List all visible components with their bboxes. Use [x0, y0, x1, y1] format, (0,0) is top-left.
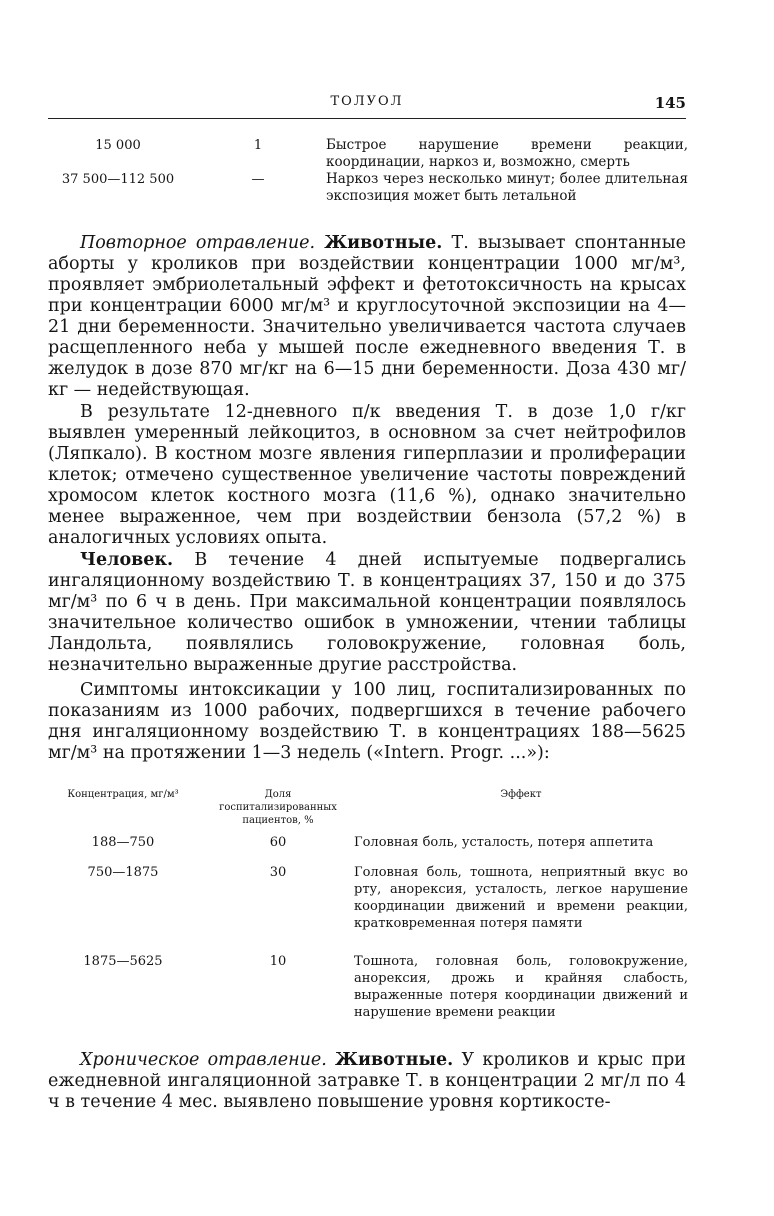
table-row [48, 834, 688, 864]
table-header-row [48, 788, 688, 834]
paragraph-text: В течение 4 дней испытуемые подвергались ингаляционному воздействию Т. в концентрациях 37, 150 и до 375 мг/м³ по 6 ч в день. При максимальной концентрации появлялось значительное количество ошибок в умножении, чтении таблицы Ландольта, появлялись головокружение, головная боль, незначительно выраженные другие расстройства. [48, 550, 686, 675]
effect-cell: Головная боль, усталость, потеря аппетита [354, 835, 654, 850]
concentration-cell: 750—1875 [87, 865, 159, 880]
share-cell: — [251, 172, 265, 187]
subject-heading: Человек. [80, 550, 174, 570]
toxicity-table-continuation [48, 137, 688, 205]
concentration-cell: 188—750 [91, 835, 155, 850]
paragraph-text: У кроликов и крыс при ежедневной ингаляционной затравке Т. в концентрации 2 мг/л по 4 ч в течение 4 мес. выявлено повышение уровня кортикосте- [48, 1050, 686, 1112]
subject-heading: Животные. [324, 233, 443, 253]
paragraph-symptoms [48, 680, 686, 764]
page-number: 145 [654, 94, 686, 112]
paragraph-text: Симптомы интоксикации у 100 лиц, госпитализированных по показаниям из 1000 рабочих, подвергшихся в течение рабочего дня ингаляционному воздействию Т. в концентрациях 188—5625 мг/м³ на протяжении 1—3 недель («Intern. Progr. ...»): [48, 680, 686, 763]
running-head [48, 94, 686, 119]
share-cell: 1 [253, 138, 263, 153]
running-title: ТОЛУОЛ [330, 94, 404, 109]
concentration-header: Концентрация, мг/м³ [67, 789, 179, 800]
effect-cell: Наркоз через несколько минут; более длительная экспозиция может быть летальной [326, 171, 688, 204]
effect-cell: Быстрое нарушение времени реакции, координации, наркоз и, возможно, смерть [326, 137, 688, 170]
section-heading: Хроническое отравление. [80, 1050, 327, 1070]
concentration-cell: 1875—5625 [83, 954, 163, 969]
symptoms-table [48, 788, 688, 1023]
effect-cell: Головная боль, тошнота, неприятный вкус во рту, анорексия, усталость, легкое нарушение координации движений и времени реакции, кратковременная потеря памяти [354, 865, 688, 931]
paragraph-chronic-poisoning [48, 1050, 686, 1113]
paragraph-repeated-poisoning [48, 233, 686, 401]
paragraph-text: В результате 12-дневного п/к введения Т. в дозе 1,0 г/кг выявлен умеренный лейкоцитоз, в основном за счет нейтрофилов (Ляпкало). В костном мозге явления гиперплазии и пролиферации клеток; отмечено существенное увеличение частоты повреждений хромосом клеток костного мозга (11,6 %), однако значительно менее выраженное, чем при воздействии бензола (57,2 %) в аналогичных условиях опыта. [48, 402, 686, 548]
table-row [48, 171, 688, 205]
share-cell: 10 [269, 954, 287, 969]
effect-cell: Тошнота, головная боль, головокружение, анорексия, дрожь и крайняя слабость, выраженные потеря координации движений и нарушение времени реакции [354, 954, 688, 1020]
section-heading: Повторное отравление. [80, 233, 316, 253]
share-cell: 30 [269, 865, 287, 880]
share-header: Доля госпитализированных пациентов, % [219, 789, 337, 826]
table-row [48, 137, 688, 171]
concentration-cell: 15 000 [95, 138, 141, 153]
table-row [48, 864, 688, 953]
paragraph-text: Т. вызывает спонтанные аборты у кроликов при воздействии концентрации 1000 мг/м³, проявляет эмбриолетальный эффект и фетотоксичность на крысах при концентрации 6000 мг/м³ и круглосуточной экспозиции на 4—21 дни беременности. Значительно увеличивается частота случаев расщепленного неба у мышей после ежедневного введения Т. в желудок в дозе 870 мг/кг на 6—15 дни беременности. Доза 430 мг/кг — недействующая. [48, 233, 686, 400]
effect-header: Эффект [500, 789, 542, 800]
share-cell: 60 [269, 835, 287, 850]
paragraph-leukocytosis [48, 402, 686, 549]
subject-heading: Животные. [335, 1050, 454, 1070]
concentration-cell: 37 500—112 500 [61, 172, 175, 187]
table-row [48, 953, 688, 1023]
paragraph-human-exposure [48, 550, 686, 676]
